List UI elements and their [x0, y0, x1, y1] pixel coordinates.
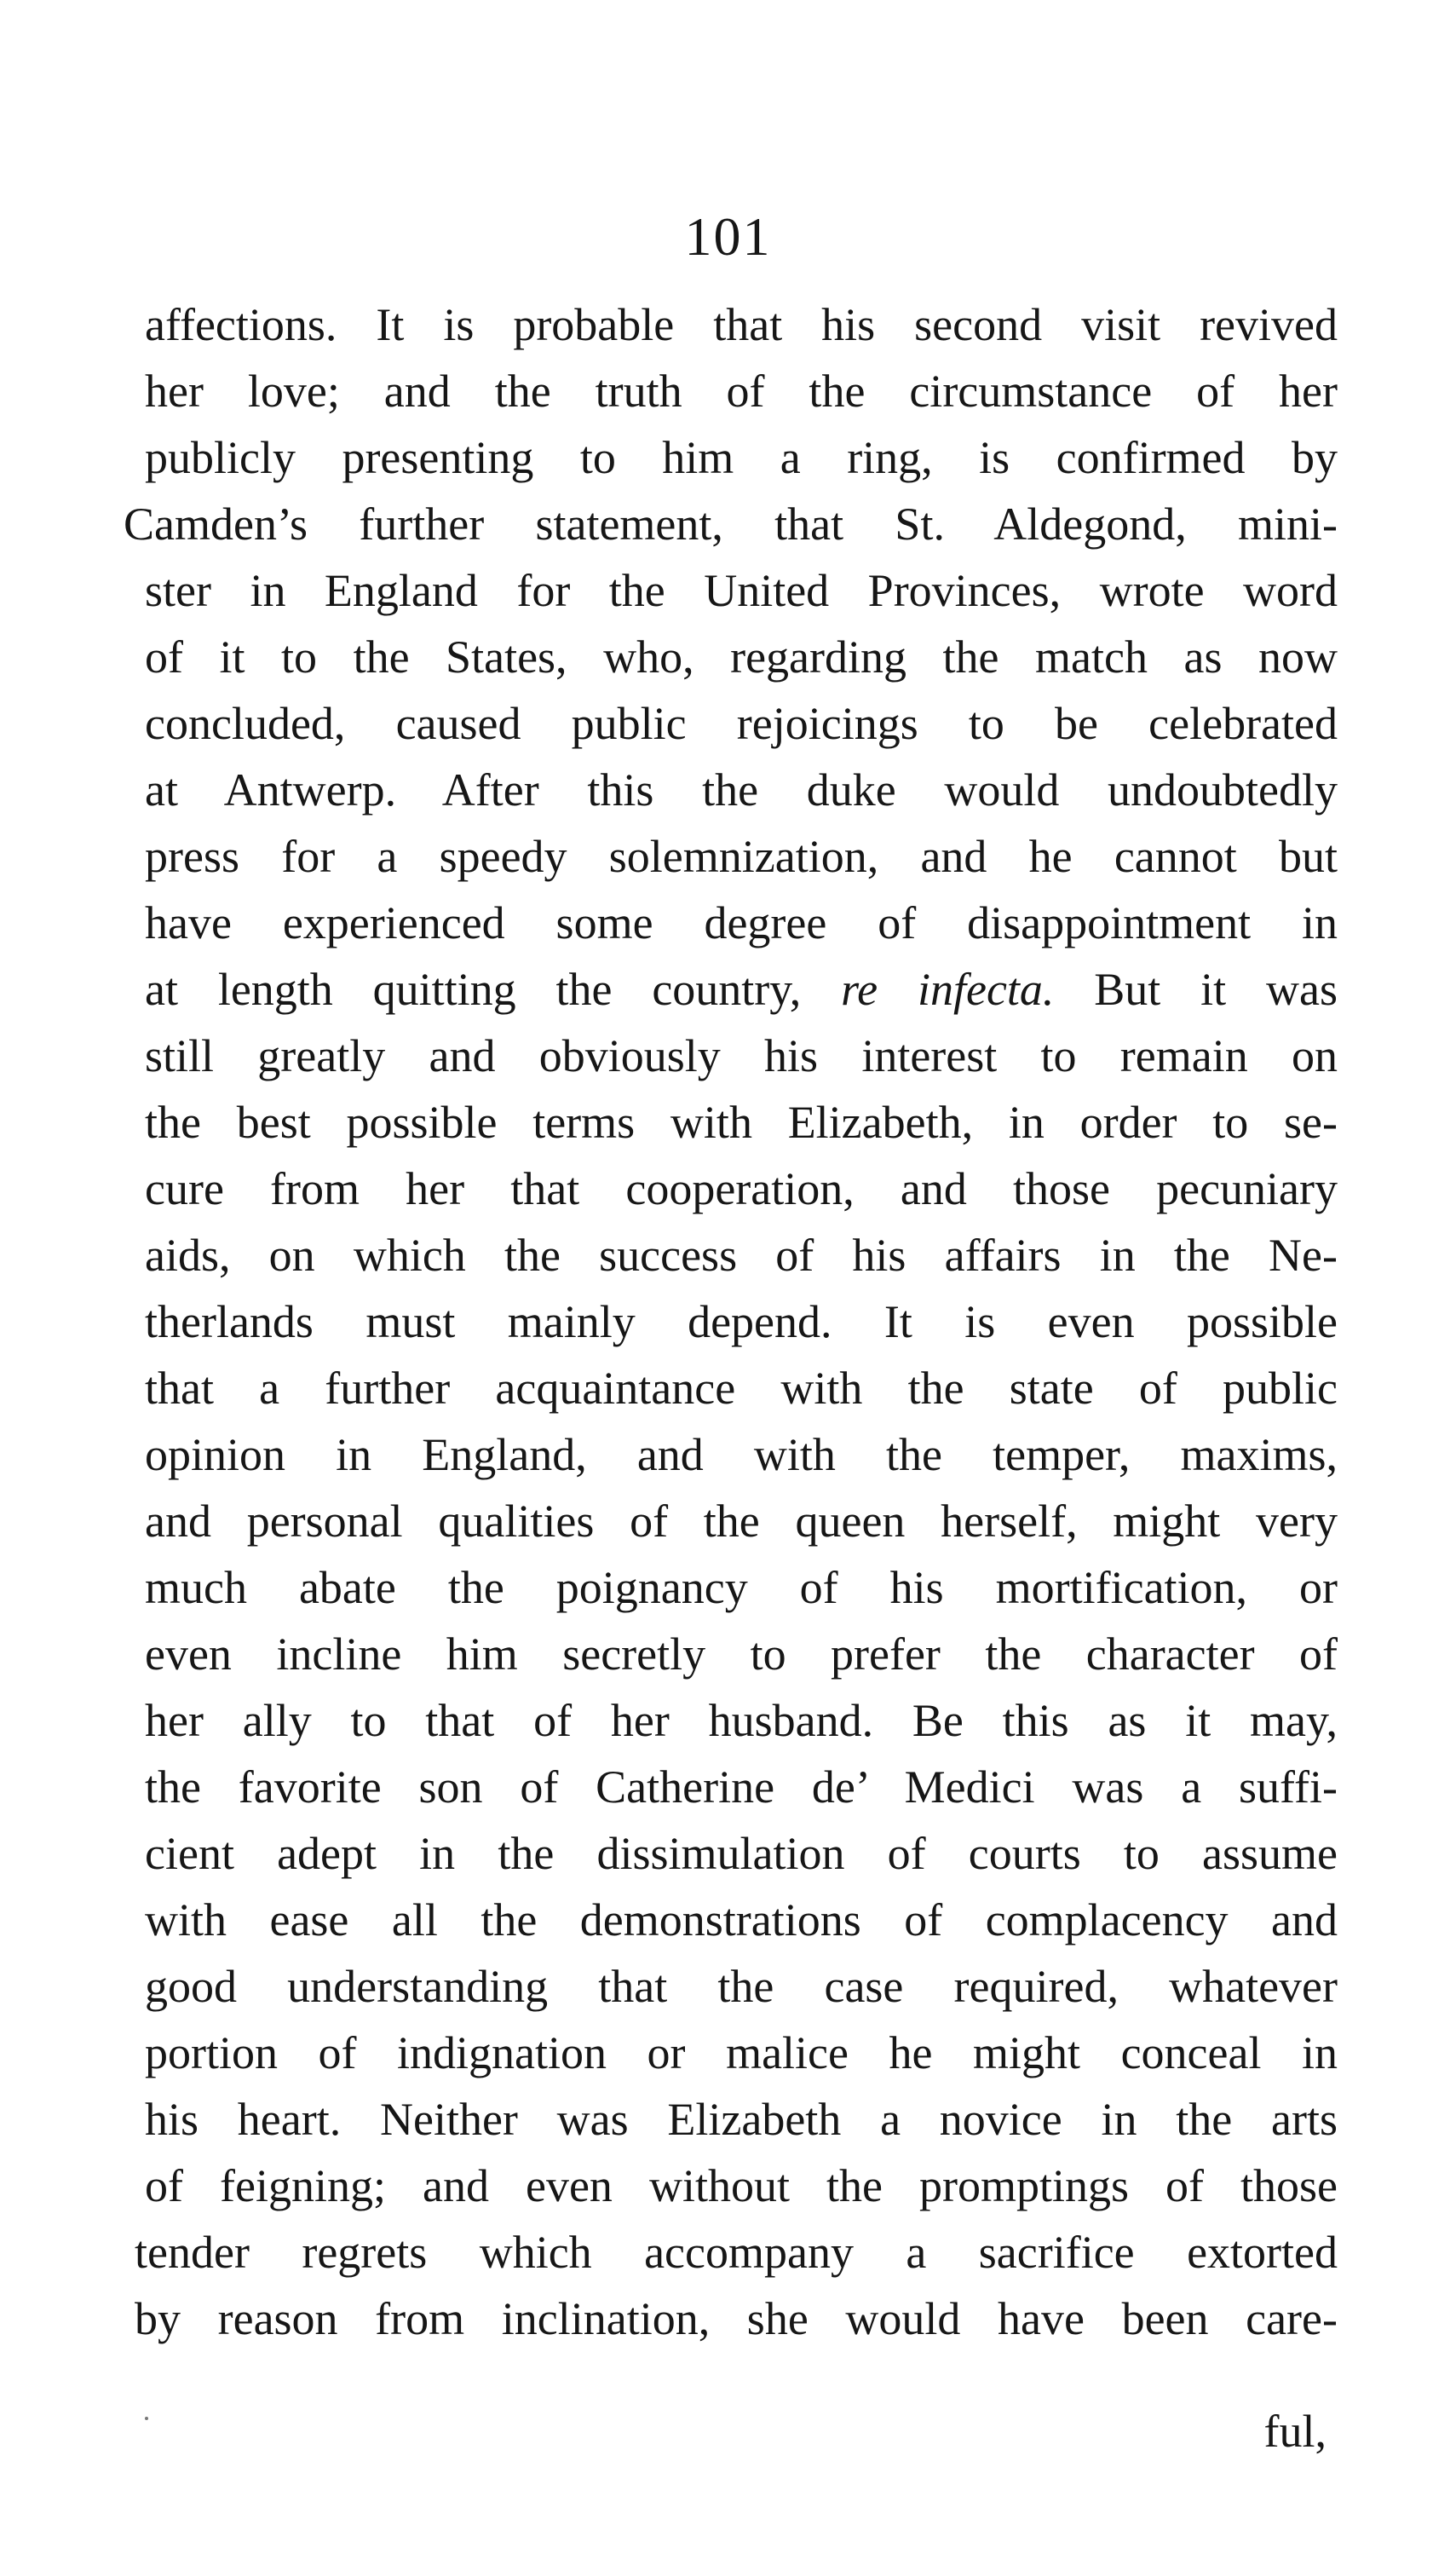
- text-line: affections. It is probable that his second visit revived: [145, 299, 1338, 350]
- text-line-start: at length quitting the country,: [145, 964, 802, 1015]
- text-line: at Antwerp. After this the duke would undoubtedly: [145, 764, 1338, 816]
- text-line: ster in England for the United Provinces, wrote word: [145, 565, 1338, 616]
- text-line: cure from her that cooperation, and those pecuniary: [145, 1163, 1338, 1214]
- body-text: [124, 291, 1338, 2352]
- printing-speck: [145, 2417, 148, 2420]
- text-line: of it to the States, who, regarding the match as now: [145, 631, 1338, 683]
- text-line: portion of indignation or malice he might conceal in: [145, 2027, 1338, 2078]
- text-line: good understanding that the case required, whatever: [145, 1961, 1338, 2012]
- text-line: her love; and the truth of the circumstance of her: [145, 366, 1338, 417]
- text-line: publicly presenting to him a ring, is confirmed by: [145, 432, 1338, 483]
- text-line: with ease all the demonstrations of complacency and: [145, 1894, 1338, 1945]
- text-line: and personal qualities of the queen herself, might very: [145, 1496, 1338, 1547]
- text-line-end: But it was: [1054, 964, 1338, 1015]
- text-line: of feigning; and even without the promptings of those: [145, 2160, 1338, 2211]
- text-line: have experienced some degree of disappointment in: [145, 897, 1338, 948]
- text-line: opinion in England, and with the temper, maxims,: [145, 1429, 1338, 1480]
- text-line: even incline him secretly to prefer the character of: [145, 1628, 1338, 1680]
- text-line: still greatly and obviously his interest to remain on: [145, 1030, 1338, 1081]
- text-line: much abate the poignancy of his mortification, or: [145, 1562, 1338, 1613]
- text-line: cient adept in the dissimulation of courts to assume: [145, 1828, 1338, 1879]
- text-line: his heart. Neither was Elizabeth a novice in the arts: [145, 2094, 1338, 2145]
- text-line-with-italic: [145, 956, 1338, 1023]
- italic-phrase: re infecta.: [841, 964, 1055, 1015]
- text-line: Camden’s further statement, that St. Aldegond, mini-: [124, 499, 1338, 550]
- text-line: her ally to that of her husband. Be this as it may,: [145, 1695, 1338, 1746]
- catchword: ful,: [1263, 2406, 1327, 2457]
- text-line: press for a speedy solemnization, and he cannot but: [145, 831, 1338, 882]
- page-number: 101: [684, 206, 772, 267]
- text-line: by reason from inclination, she would have been care-: [135, 2293, 1338, 2344]
- text-line: aids, on which the success of his affairs in the Ne-: [145, 1230, 1338, 1281]
- text-line: the favorite son of Catherine de’ Medici was a suffi-: [145, 1761, 1338, 1813]
- text-line: tender regrets which accompany a sacrifice extorted: [135, 2227, 1338, 2278]
- text-line: therlands must mainly depend. It is even possible: [145, 1296, 1338, 1347]
- text-line: concluded, caused public rejoicings to be celebrated: [145, 698, 1338, 749]
- text-line: the best possible terms with Elizabeth, in order to se-: [145, 1097, 1338, 1148]
- text-line: that a further acquaintance with the state of public: [145, 1363, 1338, 1414]
